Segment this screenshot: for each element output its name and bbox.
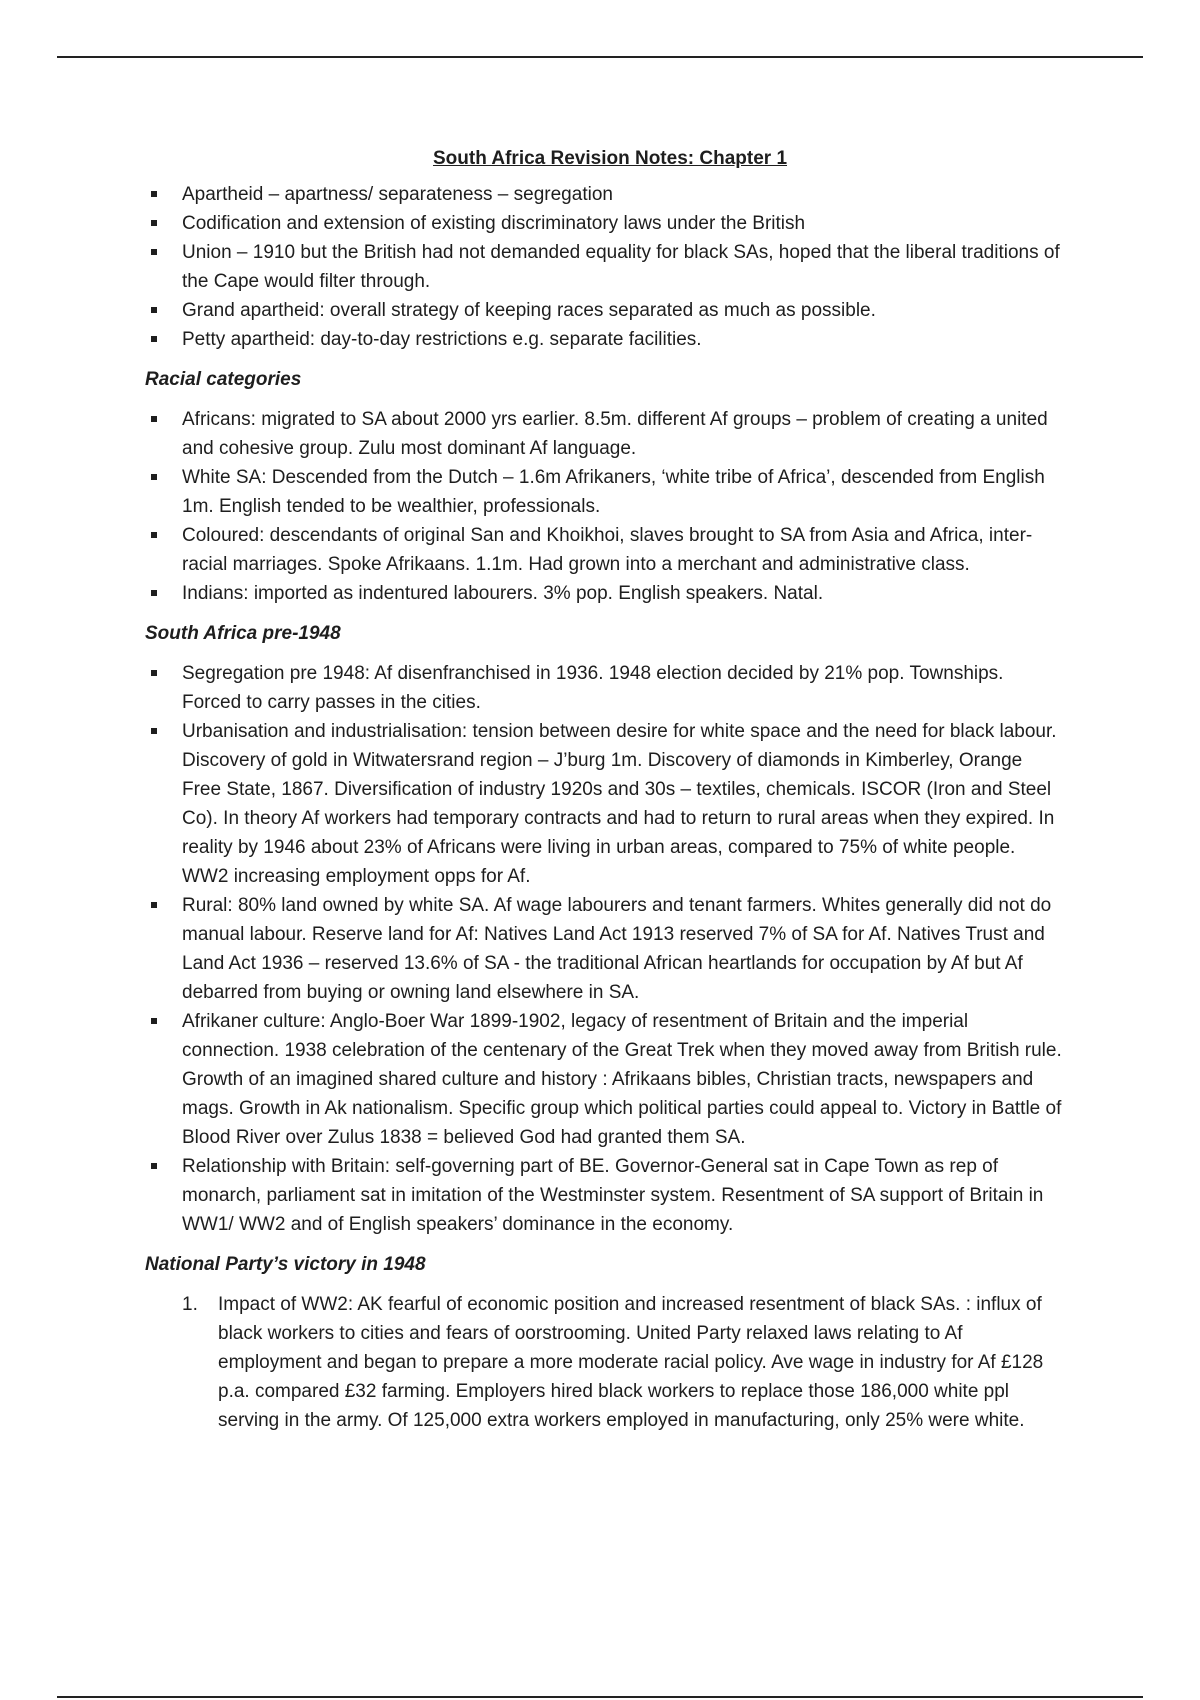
square-bullet-icon — [151, 1018, 157, 1024]
list-item-text: Segregation pre 1948: Af disenfranchised in 1936. 1948 election decided by 21% pop. Townships. Forced to carry passes in the cities. — [182, 663, 1004, 713]
list-item-text: Apartheid – apartness/ separateness – segregation — [182, 184, 613, 205]
square-bullet-icon — [151, 590, 157, 596]
square-bullet-icon — [151, 670, 157, 676]
list-item-text: Coloured: descendants of original San and Khoikhoi, slaves brought to SA from Asia and Africa, inter-racial marriages. Spoke Afrikaans. 1.1m. Had grown into a merchant and administrative class. — [182, 525, 1033, 575]
racial-categories-list — [145, 405, 1065, 608]
list-item-number: 1. — [182, 1294, 198, 1315]
list-item — [145, 463, 1065, 521]
footer-rule — [57, 1696, 1143, 1698]
list-item-text: Grand apartheid: overall strategy of keeping races separated as much as possible. — [182, 300, 876, 321]
list-item — [145, 1152, 1065, 1239]
section-heading-racial-categories: Racial categories — [145, 369, 302, 390]
intro-bullet-list — [145, 180, 1065, 354]
list-item — [145, 325, 1065, 354]
document-body — [145, 146, 1065, 1435]
square-bullet-icon — [151, 474, 157, 480]
list-item-text: Relationship with Britain: self-governing part of BE. Governor-General sat in Cape Town as rep of monarch, parliament sat in imitation of the Westminster system. Resentment of SA support of Britain in WW1/ WW2 and of English speakers’ dominance in the economy. — [182, 1156, 1044, 1235]
square-bullet-icon — [151, 1163, 157, 1169]
list-item — [145, 1290, 1065, 1435]
list-item — [145, 717, 1065, 891]
square-bullet-icon — [151, 902, 157, 908]
document-title: South Africa Revision Notes: Chapter 1 — [432, 148, 788, 169]
section-heading-pre-1948: South Africa pre-1948 — [145, 623, 341, 644]
list-item-text: Union – 1910 but the British had not demanded equality for black SAs, hoped that the liberal traditions of the Cape would filter through. — [182, 242, 1060, 292]
square-bullet-icon — [151, 220, 157, 226]
header-rule — [57, 56, 1143, 58]
list-item — [145, 209, 1065, 238]
list-item-text: White SA: Descended from the Dutch – 1.6m Afrikaners, ‘white tribe of Africa’, descended from English 1m. English tended to be wealthier, professionals. — [182, 467, 1045, 517]
list-item-text: Indians: imported as indentured labourers. 3% pop. English speakers. Natal. — [182, 583, 824, 604]
list-item-text: Petty apartheid: day-to-day restrictions e.g. separate facilities. — [182, 329, 702, 350]
square-bullet-icon — [151, 191, 157, 197]
square-bullet-icon — [151, 336, 157, 342]
list-item-text: Impact of WW2: AK fearful of economic position and increased resentment of black SAs. : influx of black workers to cities and fears of oorstrooming. United Party relaxed laws relating to Af employment and began to prepare a more moderate racial policy. Ave wage in industry for Af £128 p.a. compared £32 farming. Employers hired black workers to replace those 186,000 white ppl serving in the army. Of 125,000 extra workers employed in manufacturing, only 25% were white. — [218, 1294, 1044, 1431]
list-item-text: Urbanisation and industrialisation: tension between desire for white space and the need for black labour. Discovery of gold in Witwatersrand region – J’burg 1m. Discovery of diamonds in Kimberley, Orange Free State, 1867. Diversification of industry 1920s and 30s – textiles, chemicals. ISCOR (Iron and Steel Co). In theory Af workers had temporary contracts and had to return to rural areas when they expired. In reality by 1946 about 23% of Africans were living in urban areas, compared to 75% of white people. WW2 increasing employment opps for Af. — [182, 721, 1057, 887]
square-bullet-icon — [151, 728, 157, 734]
list-item-text: Africans: migrated to SA about 2000 yrs earlier. 8.5m. different Af groups – problem of creating a united and cohesive group. Zulu most dominant Af language. — [182, 409, 1048, 459]
square-bullet-icon — [151, 532, 157, 538]
list-item — [145, 659, 1065, 717]
list-item — [145, 238, 1065, 296]
square-bullet-icon — [151, 307, 157, 313]
square-bullet-icon — [151, 249, 157, 255]
list-item — [145, 579, 1065, 608]
section-heading-national-party-victory: National Party’s victory in 1948 — [145, 1254, 426, 1275]
list-item — [145, 1007, 1065, 1152]
list-item-text: Rural: 80% land owned by white SA. Af wage labourers and tenant farmers. Whites generally did not do manual labour. Reserve land for Af: Natives Land Act 1913 reserved 7% of SA for Af. Natives Trust and Land Act 1936 – reserved 13.6% of SA - the traditional African heartlands for occupation by Af but Af debarred from buying or owning land elsewhere in SA. — [182, 895, 1052, 1003]
pre-1948-list — [145, 659, 1065, 1239]
list-item — [145, 521, 1065, 579]
list-item — [145, 180, 1065, 209]
national-party-numbered-list — [145, 1290, 1065, 1435]
list-item — [145, 405, 1065, 463]
list-item-text: Codification and extension of existing discriminatory laws under the British — [182, 213, 806, 234]
list-item — [145, 296, 1065, 325]
list-item — [145, 891, 1065, 1007]
list-item-text: Afrikaner culture: Anglo-Boer War 1899-1902, legacy of resentment of Britain and the imperial connection. 1938 celebration of the centenary of the Great Trek when they moved away from British rule. Growth of an imagined shared culture and history : Afrikaans bibles, Christian tracts, newspapers and mags. Growth in Ak nationalism. Specific group which political parties could appeal to. Victory in Battle of Blood River over Zulus 1838 = believed God had granted them SA. — [182, 1011, 1062, 1148]
square-bullet-icon — [151, 416, 157, 422]
